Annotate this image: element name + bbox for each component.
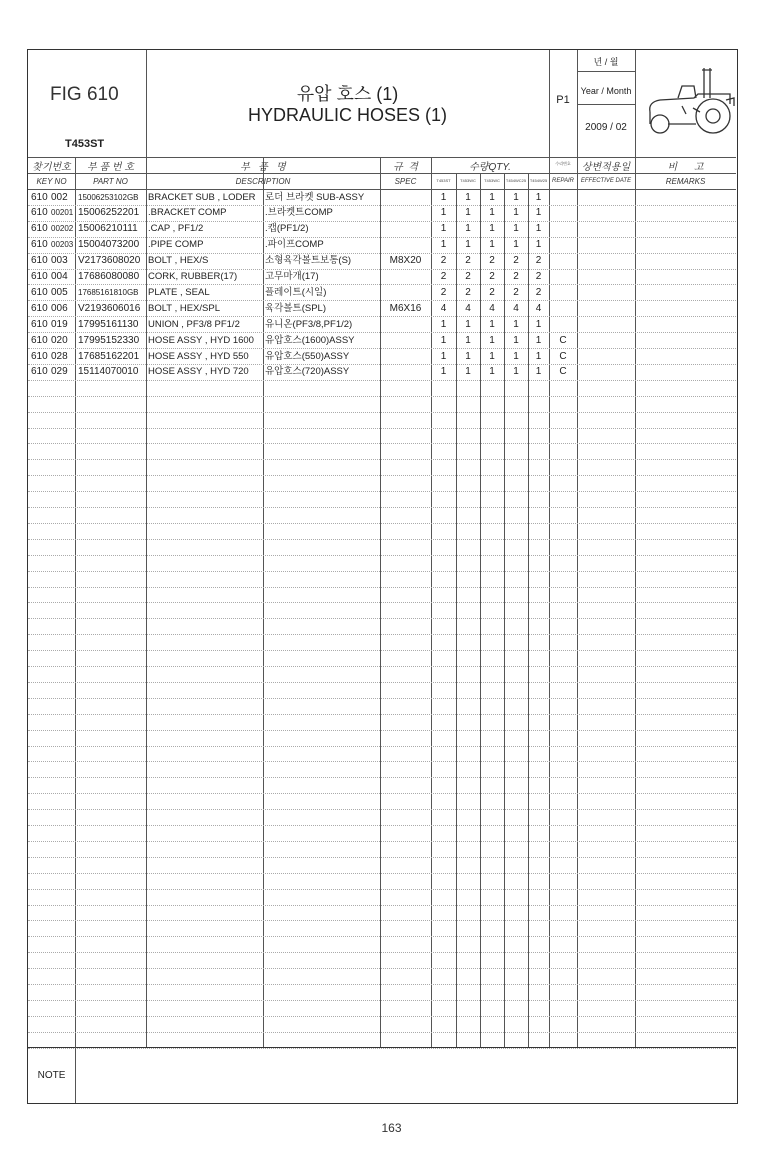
spec: M6X16 bbox=[389, 302, 422, 314]
qty-cell: 4 bbox=[465, 302, 471, 314]
key-no-prefix: 610 bbox=[31, 350, 48, 362]
part-no-header-ko: 부 품 번 호 bbox=[87, 162, 134, 173]
key-no-suffix: 020 bbox=[51, 334, 68, 346]
qty-cell: 1 bbox=[440, 207, 447, 219]
qty-cell: 1 bbox=[513, 318, 519, 330]
repair-code: C bbox=[559, 350, 567, 362]
description-ko: 플레이트(시일) bbox=[265, 286, 327, 298]
year-month-korean: 년 / 월 bbox=[593, 57, 619, 67]
qty-cell: 4 bbox=[513, 302, 519, 314]
key-no-suffix: 004 bbox=[51, 271, 68, 282]
key-no-suffix: 00201 bbox=[51, 208, 74, 218]
qty-cell: 1 bbox=[489, 350, 495, 362]
description-ko: .캡(PF1/2) bbox=[265, 223, 309, 235]
qty-cell: 2 bbox=[465, 271, 471, 282]
part-number: 15114070010 bbox=[78, 366, 139, 378]
part-number: 15006252201 bbox=[78, 207, 140, 219]
description-ko: 유압호스(550)ASSY bbox=[265, 350, 350, 362]
table-row bbox=[28, 317, 736, 333]
description-en: BOLT , HEX/SPL bbox=[148, 302, 220, 314]
description-en: .BRACKET COMP bbox=[148, 207, 227, 219]
repair-code: C bbox=[559, 366, 567, 378]
qty-cell: 1 bbox=[440, 239, 447, 251]
qty-sub-header-2: T453WC bbox=[460, 178, 476, 183]
description-ko: 로더 브라켓 SUB-ASSY bbox=[265, 191, 365, 203]
qty-cell: 1 bbox=[440, 366, 447, 378]
qty-sub-header-4: T454WC25 bbox=[505, 178, 527, 183]
qty-cell: 1 bbox=[489, 318, 495, 330]
key-no-suffix: 006 bbox=[51, 302, 68, 314]
revision-date: 2009 / 02 bbox=[585, 122, 627, 133]
qty-cell: 1 bbox=[535, 239, 542, 251]
key-no-suffix: 003 bbox=[51, 255, 68, 267]
table-row bbox=[28, 301, 736, 317]
spec: M8X20 bbox=[389, 255, 422, 267]
qty-sub-header-1: T453ST bbox=[436, 178, 451, 183]
key-no-suffix: 028 bbox=[51, 350, 68, 362]
description-en: PLATE , SEAL bbox=[148, 286, 210, 298]
description-header-ko: 부 품 명 bbox=[240, 162, 286, 173]
effective-date-header-ko: 상변적용일 bbox=[581, 162, 631, 173]
description-en: BOLT , HEX/S bbox=[148, 255, 209, 267]
qty-cell: 2 bbox=[465, 286, 471, 298]
qty-cell: 1 bbox=[440, 191, 447, 203]
remarks-header: REMARKS bbox=[665, 177, 706, 186]
key-no-prefix: 610 bbox=[31, 223, 48, 235]
qty-cell: 1 bbox=[465, 318, 471, 330]
qty-cell: 1 bbox=[440, 350, 447, 362]
part-number: 17995161130 bbox=[78, 318, 139, 330]
description-ko: 유압호스(720)ASSY bbox=[265, 366, 350, 378]
qty-cell: 2 bbox=[535, 286, 542, 298]
key-no-prefix: 610 bbox=[31, 318, 48, 330]
qty-header: 수량QTY. bbox=[469, 162, 511, 173]
title-korean: 유압 호스 (1) bbox=[296, 84, 399, 104]
description-en: .PIPE COMP bbox=[148, 239, 204, 251]
qty-cell: 1 bbox=[513, 207, 519, 219]
qty-cell: 2 bbox=[440, 271, 447, 282]
description-ko: 유압호스(1600)ASSY bbox=[265, 334, 355, 346]
key-no-prefix: 610 bbox=[31, 286, 48, 298]
qty-cell: 1 bbox=[465, 207, 471, 219]
part-number: 17686080080 bbox=[78, 271, 140, 282]
tractor-illustration bbox=[638, 58, 736, 150]
effective-date-header: EFFECTIVE DATE bbox=[580, 178, 632, 184]
key-no-header-ko: 찾기번호 bbox=[32, 162, 71, 173]
key-no-header: KEY NO bbox=[36, 177, 67, 186]
qty-cell: 1 bbox=[465, 350, 471, 362]
qty-cell: 1 bbox=[535, 334, 542, 346]
key-no-prefix: 610 bbox=[31, 207, 48, 219]
description-en: HOSE ASSY , HYD 720 bbox=[148, 366, 249, 378]
qty-cell: 1 bbox=[535, 223, 542, 235]
qty-cell: 1 bbox=[513, 223, 519, 235]
description-ko: 소형육각볼트보통(S) bbox=[265, 255, 352, 267]
qty-cell: 2 bbox=[489, 255, 495, 267]
qty-cell: 1 bbox=[535, 318, 542, 330]
spec-header: SPEC bbox=[394, 177, 417, 186]
table-row bbox=[28, 221, 736, 237]
qty-cell: 1 bbox=[513, 334, 519, 346]
qty-sub-header-5: T454W25 bbox=[529, 178, 548, 183]
qty-cell: 2 bbox=[513, 255, 519, 267]
description-ko: .브라켓트COMP bbox=[265, 207, 333, 219]
qty-cell: 1 bbox=[513, 191, 519, 203]
qty-cell: 1 bbox=[535, 366, 542, 378]
table-row bbox=[28, 285, 736, 301]
description-ko: 육각볼트(SPL) bbox=[265, 302, 326, 314]
qty-cell: 4 bbox=[440, 302, 447, 314]
key-no-suffix: 005 bbox=[51, 286, 68, 298]
key-no-suffix: 002 bbox=[51, 191, 68, 203]
title-english: HYDRAULIC HOSES (1) bbox=[247, 105, 448, 125]
key-no-prefix: 610 bbox=[31, 271, 48, 282]
qty-cell: 1 bbox=[489, 223, 495, 235]
page-code: P1 bbox=[556, 94, 570, 106]
qty-cell: 1 bbox=[465, 191, 471, 203]
part-no-header: PART NO bbox=[93, 177, 128, 186]
year-month-label: Year / Month bbox=[580, 86, 632, 96]
qty-cell: 4 bbox=[489, 302, 495, 314]
qty-cell: 2 bbox=[489, 286, 495, 298]
table-row bbox=[28, 333, 736, 349]
qty-cell: 1 bbox=[513, 239, 519, 251]
description-ko: 유니온(PF3/8,PF1/2) bbox=[265, 318, 353, 330]
key-no-suffix: 029 bbox=[51, 366, 68, 378]
part-number: 15004073200 bbox=[78, 239, 140, 251]
qty-cell: 1 bbox=[465, 334, 471, 346]
spec-header-ko: 규 격 bbox=[393, 162, 418, 173]
part-number: 15006210111 bbox=[78, 223, 138, 235]
note-label: NOTE bbox=[37, 1070, 66, 1081]
table-row bbox=[28, 269, 736, 285]
qty-cell: 1 bbox=[535, 191, 542, 203]
key-no-prefix: 610 bbox=[31, 302, 48, 314]
key-no-suffix: 00202 bbox=[51, 224, 74, 234]
key-no-prefix: 610 bbox=[31, 191, 48, 203]
key-no-suffix: 019 bbox=[51, 318, 68, 330]
description-header: DESCRIPTION bbox=[235, 177, 291, 186]
table-row bbox=[28, 190, 736, 206]
qty-cell: 1 bbox=[440, 334, 447, 346]
table-row bbox=[28, 205, 736, 221]
qty-cell: 1 bbox=[513, 366, 519, 378]
table-row bbox=[28, 349, 736, 365]
part-number: 17995152330 bbox=[78, 334, 140, 346]
qty-cell: 2 bbox=[440, 255, 447, 267]
parts-table bbox=[28, 189, 736, 1047]
key-no-prefix: 610 bbox=[31, 334, 48, 346]
repair-header-ko: 수리변호 bbox=[555, 161, 571, 166]
qty-cell: 2 bbox=[465, 255, 471, 267]
repair-header: REPAIR bbox=[552, 178, 574, 184]
qty-cell: 1 bbox=[489, 366, 495, 378]
qty-cell: 1 bbox=[489, 207, 495, 219]
description-ko: 고무마개(17) bbox=[265, 271, 319, 282]
qty-cell: 2 bbox=[535, 255, 542, 267]
description-en: .CAP , PF1/2 bbox=[148, 223, 204, 235]
qty-cell: 1 bbox=[465, 366, 471, 378]
part-number: V2193606016 bbox=[78, 302, 141, 314]
part-number: 17685161810GB bbox=[78, 287, 139, 297]
repair-code: C bbox=[559, 334, 567, 346]
fig-number: FIG 610 bbox=[50, 84, 119, 105]
qty-cell: 1 bbox=[440, 223, 447, 235]
qty-sub-header-3: T453WC bbox=[484, 178, 500, 183]
table-row bbox=[28, 237, 736, 253]
qty-cell: 4 bbox=[535, 302, 542, 314]
qty-cell: 1 bbox=[440, 318, 447, 330]
model-code: T453ST bbox=[65, 138, 105, 150]
description-ko: .파이프COMP bbox=[265, 239, 324, 251]
part-number: V2173608020 bbox=[78, 255, 141, 267]
key-no-prefix: 610 bbox=[31, 239, 48, 251]
description-en: HOSE ASSY , HYD 550 bbox=[148, 350, 249, 362]
qty-cell: 1 bbox=[535, 207, 542, 219]
parts-sheet bbox=[27, 49, 738, 1104]
qty-cell: 1 bbox=[465, 239, 471, 251]
table-row bbox=[28, 364, 736, 380]
qty-cell: 2 bbox=[535, 271, 542, 282]
part-number: 15006253102GB bbox=[78, 192, 139, 202]
key-no-prefix: 610 bbox=[31, 366, 48, 378]
part-number: 17685162201 bbox=[78, 350, 140, 362]
qty-cell: 2 bbox=[513, 286, 519, 298]
qty-cell: 2 bbox=[513, 271, 519, 282]
page-number: 163 bbox=[381, 1121, 402, 1135]
description-en: BRACKET SUB , LODER bbox=[148, 191, 256, 203]
qty-cell: 1 bbox=[535, 350, 542, 362]
description-en: HOSE ASSY , HYD 1600 bbox=[148, 334, 254, 346]
key-no-suffix: 00203 bbox=[51, 240, 74, 250]
qty-cell: 2 bbox=[440, 286, 447, 298]
description-en: CORK, RUBBER(17) bbox=[148, 271, 238, 282]
remarks-header-ko: 비 고 bbox=[667, 162, 704, 173]
qty-cell: 1 bbox=[465, 223, 471, 235]
key-no-prefix: 610 bbox=[31, 255, 48, 267]
qty-cell: 2 bbox=[489, 271, 495, 282]
qty-cell: 1 bbox=[489, 239, 495, 251]
description-en: UNION , PF3/8 PF1/2 bbox=[148, 318, 240, 330]
qty-cell: 1 bbox=[489, 334, 495, 346]
table-row bbox=[28, 253, 736, 269]
qty-cell: 1 bbox=[513, 350, 519, 362]
qty-cell: 1 bbox=[489, 191, 495, 203]
